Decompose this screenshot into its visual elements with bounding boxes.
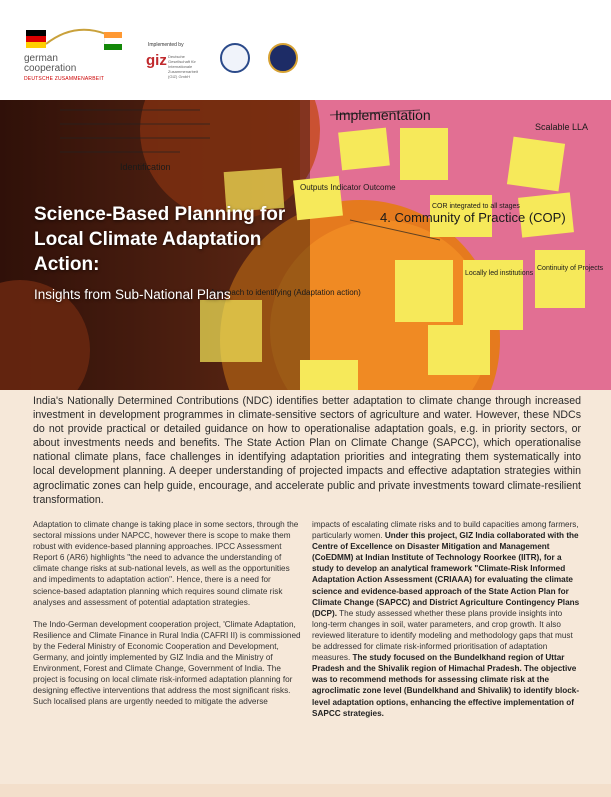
hero-title: Science-Based Planning for Local Climate Adaptation Action: <box>34 204 286 275</box>
left-column <box>33 519 303 719</box>
right-text-d: The study focused on the Bundelkhand region of Uttar Pradesh and the Shivalik region of Himachal Pradesh. The objective was to recommend methods for assessing climate risk at the agroclimatic zone level (Bundelkhand and Shivalik) to identify block-level adaptation options, enhancing the effective implementation of SAPCC strategies. <box>312 653 580 718</box>
hero-image <box>0 100 611 390</box>
german-cooperation-text <box>24 54 104 84</box>
gc-line1: german <box>24 53 58 64</box>
gc-line3: DEUTSCHE ZUSAMMENARBEIT <box>24 76 105 82</box>
gc-line2: cooperation <box>24 63 77 74</box>
coedmm-seal-icon <box>268 43 298 73</box>
board-text-local-inst: Locally led institutions <box>465 270 534 277</box>
board-text-community: 4. Community of Practice (COP) <box>380 210 566 225</box>
giz-subtext: Deutsche Gesellschaft für Internationale Zusammenarbeit (GIZ) GmbH <box>168 54 199 79</box>
board-text-cor: COR integrated to all stages <box>432 203 520 210</box>
indian-flag-icon <box>104 32 122 50</box>
german-cooperation-logo <box>24 22 134 82</box>
swoosh-icon <box>44 22 108 52</box>
board-text-scalable: Scalable LLA <box>535 122 589 132</box>
board-text-continuity: Continuity of Projects <box>537 265 604 272</box>
iit-roorkee-seal-icon <box>220 43 250 73</box>
bottom-band <box>0 784 611 797</box>
right-text-a: impacts of escalating climate risks and to build capacities among farmers, particularly women. <box>312 520 579 541</box>
header <box>0 0 611 100</box>
board-text-implementation: Implementation <box>335 107 431 123</box>
left-paragraph-1: Adaptation to climate change is taking place in some sectors, through the sectoral missions under NAPCC, however there is scope to make them robust with evidence-based planning approaches. IPCC Assessment Report 6 (AR6) highlights "the need to advance the understanding of climate change risks at sub-national levels, as well as the opportunities and impediments to adaptation action". Hence, there is a need for science-based adaptation planning which requires sound climate risk analyses and assessment of potential adaptation strategies. <box>33 520 299 607</box>
right-text-c: The study assessed whether these plans provide insights into long-term changes in soil, water parameters, and crop growth. It also reviewed literature to identify modeling and methodology gaps that must be addressed for climate risk-informed prioritisation of adaptation measures. <box>312 608 573 663</box>
intro-paragraph: India's Nationally Determined Contributions (NDC) identifies better adaptation to climate change through increased investment in development programmes in climate-sensitive sectors of agriculture and water. However, these NDCs do not provide practical or detailed guidance on how to operationalise adaptation goals, e.g. in priority sectors, or about investments needs and benefits. The State Action Plan on Climate Change (SAPCC), which operationalise national climate plans, face challenges in identifying adaptation priorities and integrating them systematically into local development planning. A deeper understanding of projected impacts and effective adaptation strategies within agroclimatic zones can help guide, encourage, and accelerate public and private investments toward climate-resilient transformation. <box>33 395 581 506</box>
hero-subtitle: Insights from Sub-National Plans <box>34 287 231 302</box>
board-text-identification: Identification <box>120 162 171 172</box>
implemented-by-label: Implemented by <box>148 42 184 48</box>
board-text-approach: Approach to identifying (Adaptation action) <box>210 288 361 297</box>
german-flag-icon <box>26 30 46 48</box>
giz-logo: giz <box>146 52 167 69</box>
right-column <box>312 519 582 730</box>
left-paragraph-2: The Indo-German development cooperation project, 'Climate Adaptation, Resilience and Climate Finance in Rural India (CAFRI II) is commissioned by the Federal Ministry of Economic Cooperation and Development, Germany, and jointly implemented by GIZ India and the Ministry of Environment, Forest and Climate Change, Government of India. The project is focusing on local climate risk-informed adaptation planning for designing effective interventions that address the most significant risks. Such localised plans are urgently needed to mitigate the adverse <box>33 619 301 707</box>
right-text-b: Under this project, GIZ India collaborated with the Centre of Excellence on Disaster Mitigation and Management (CoEDMM) at Indian Institute of Technology Roorkee (IITR), for a study to develop an analytical framework "Climate-Risk Informed Adaptation Action Assessment (CRIAAA) for evaluating the climate science and evidence-based approach of the State Action Plan for Climate Change (SAPCC) and District Agriculture Contingency Plans (DCP). <box>312 531 580 618</box>
right-paragraph <box>312 519 582 719</box>
board-text-outputs: Outputs Indicator Outcome <box>300 183 396 192</box>
